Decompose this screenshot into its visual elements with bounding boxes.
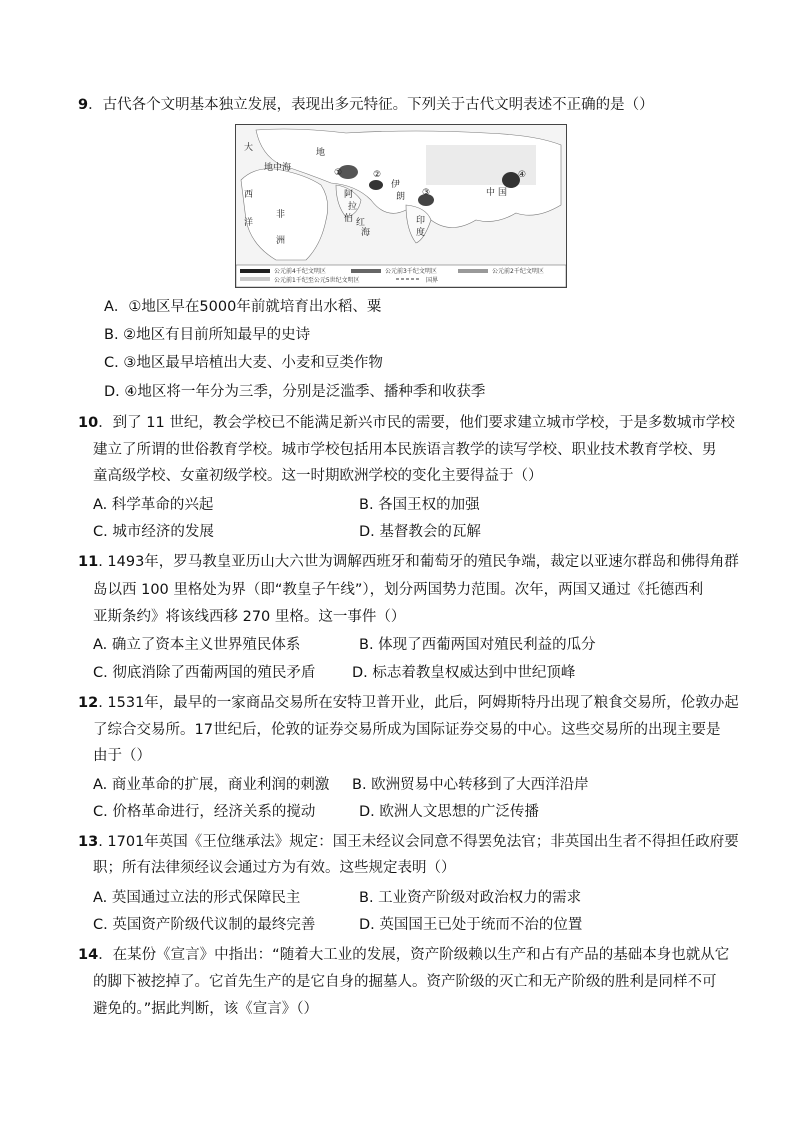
map-label: 拉 bbox=[348, 202, 358, 212]
map-label: 大 bbox=[244, 143, 254, 153]
q14-line-1 bbox=[78, 945, 729, 965]
legend-swatch bbox=[240, 277, 270, 281]
q9-stem-text: ．古代各个文明基本独立发展，表现出多元特征。下列关于古代文明表述不正确的是（） bbox=[88, 97, 654, 113]
map-label: 红 bbox=[356, 218, 366, 228]
legend-swatch bbox=[240, 269, 270, 273]
map-label: ② bbox=[373, 170, 382, 180]
q13-line-1 bbox=[78, 832, 739, 852]
map-label: 地 bbox=[316, 148, 326, 158]
map-label: 非 bbox=[276, 210, 286, 220]
legend-label: 公元前3千纪文明区 bbox=[385, 268, 437, 275]
q11-number: 11 bbox=[78, 554, 99, 570]
map-label: 阿 bbox=[344, 190, 354, 200]
q13-line-2: 职；所有法律须经议会通过方为有效。这些规定表明（） bbox=[93, 860, 456, 876]
q10-text: ．到了 11 世纪，教会学校已不能满足新兴市民的需要，他们要求建立城市学校，于是多数城市学校 bbox=[98, 415, 735, 431]
q10-option-a[interactable]: A. 科学革命的兴起 bbox=[93, 497, 214, 513]
q13-number: 13 bbox=[78, 834, 99, 850]
q9-number: 9 bbox=[78, 97, 89, 113]
q9-option-c[interactable]: C. ③地区最早培植出大麦、小麦和豆类作物 bbox=[104, 355, 383, 371]
q12-line-2: 了综合交易所。17世纪后，伦敦的证券交易所成为国际证券交易的中心。这些交易所的出现主要是 bbox=[93, 722, 721, 738]
q11-line-3: 亚斯条约》将该线西移 270 里格。这一事件（） bbox=[93, 609, 406, 625]
q12-line-1 bbox=[78, 693, 739, 713]
q12-option-a[interactable]: A. 商业革命的扩展，商业利润的刺激 bbox=[93, 777, 330, 793]
q10-option-b[interactable]: B. 各国王权的加强 bbox=[359, 497, 480, 513]
q13-text: . 1701年英国《王位继承法》规定：国王未经议会同意不得罢免法官；非英国出生者不得担任政府要 bbox=[98, 834, 739, 850]
map-label: ① bbox=[334, 168, 343, 178]
q11-option-c[interactable]: C. 彻底消除了西葡两国的殖民矛盾 bbox=[93, 665, 316, 681]
q10-option-d[interactable]: D. 基督教会的瓦解 bbox=[359, 524, 481, 540]
map-label: 朗 bbox=[396, 192, 406, 202]
q12-text: . 1531年，最早的一家商品交易所在安特卫普开业，此后，阿姆斯特丹出现了粮食交易所，伦敦办起 bbox=[98, 695, 739, 711]
map-label: 伊 bbox=[391, 180, 401, 190]
q13-option-b[interactable]: B. 工业资产阶级对政治权力的需求 bbox=[359, 890, 582, 906]
map-label: 洲 bbox=[276, 236, 286, 246]
q11-line-1 bbox=[78, 552, 739, 572]
map-label: 西 bbox=[244, 190, 254, 200]
q12-number: 12 bbox=[78, 695, 99, 711]
q11-option-d[interactable]: D. 标志着教皇权威达到中世纪顶峰 bbox=[352, 665, 576, 681]
q10-line-1 bbox=[78, 413, 735, 433]
q10-option-c[interactable]: C. 城市经济的发展 bbox=[93, 524, 214, 540]
ancient-civilizations-map bbox=[235, 124, 567, 288]
q11-option-b[interactable]: B. 体现了西葡两国对殖民利益的瓜分 bbox=[359, 637, 596, 653]
map-label: 中 bbox=[486, 188, 496, 198]
map-label: 国 bbox=[498, 188, 508, 198]
q10-number: 10 bbox=[78, 415, 99, 431]
map-label: 地中海 bbox=[264, 163, 292, 173]
map-label: ④ bbox=[518, 170, 527, 180]
q12-option-b[interactable]: B. 欧洲贸易中心转移到了大西洋沿岸 bbox=[352, 777, 589, 793]
q12-option-c[interactable]: C. 价格革命进行，经济关系的搅动 bbox=[93, 804, 316, 820]
q12-line-3: 由于（） bbox=[93, 748, 151, 764]
q11-text: . 1493年，罗马教皇亚历山大六世为调解西班牙和葡萄牙的殖民争端，裁定以亚速尔群岛和佛得角群 bbox=[98, 554, 739, 570]
q11-option-a[interactable]: A. 确立了资本主义世界殖民体系 bbox=[93, 637, 301, 653]
q10-line-3: 童高级学校、女童初级学校。这一时期欧洲学校的变化主要得益于（） bbox=[93, 468, 543, 484]
map-label: 度 bbox=[416, 228, 426, 238]
q13-option-c[interactable]: C. 英国资产阶级代议制的最终完善 bbox=[93, 917, 316, 933]
q13-option-a[interactable]: A. 英国通过立法的形式保障民主 bbox=[93, 890, 301, 906]
map-label: 洋 bbox=[244, 218, 254, 228]
map-label: 海 bbox=[361, 228, 371, 238]
map-graphic bbox=[236, 125, 566, 287]
q14-line-2: 的脚下被挖掉了。它首先生产的是它自身的掘墓人。资产阶级的灭亡和无产阶级的胜利是同样不可 bbox=[93, 974, 717, 990]
q9-option-b[interactable]: B. ②地区有目前所知最早的史诗 bbox=[104, 327, 311, 343]
q14-text: ．在某份《宣言》中指出：“随着大工业的发展，资产阶级赖以生产和占有产品的基础本身也就从它 bbox=[98, 947, 730, 963]
q14-number: 14 bbox=[78, 947, 99, 963]
q9-option-d[interactable]: D. ④地区将一年分为三季，分别是泛滥季、播种季和收获季 bbox=[104, 384, 486, 400]
map-label: 伯 bbox=[344, 214, 354, 224]
legend-swatch bbox=[351, 269, 381, 273]
map-label: ③ bbox=[422, 188, 431, 198]
legend-label: 公元前1千纪至公元5世纪文明区 bbox=[274, 277, 360, 284]
q9-option-a[interactable]: A．①地区早在5000年前就培育出水稻、粟 bbox=[104, 299, 382, 315]
legend-label: 公元前2千纪文明区 bbox=[492, 268, 544, 275]
q12-option-d[interactable]: D. 欧洲人文思想的广泛传播 bbox=[359, 804, 539, 820]
q13-option-d[interactable]: D. 英国国王已处于统而不治的位置 bbox=[359, 917, 583, 933]
map-label: 印 bbox=[416, 216, 426, 226]
region-2-mark bbox=[369, 180, 383, 190]
q10-line-2: 建立了所谓的世俗教育学校。城市学校包括用本民族语言教学的读写学校、职业技术教育学校、男 bbox=[93, 442, 717, 458]
q14-line-3: 避免的。”据此判断，该《宣言》（） bbox=[93, 1001, 319, 1017]
legend-label: 公元前4千纪文明区 bbox=[274, 268, 326, 275]
q9-stem bbox=[78, 95, 654, 115]
q11-line-2: 岛以西 100 里格处为界（即“教皇子午线”），划分两国势力范围。次年，两国又通过《托德西利 bbox=[93, 582, 704, 598]
legend-swatch bbox=[458, 269, 488, 273]
legend-label: 国界 bbox=[426, 277, 439, 284]
